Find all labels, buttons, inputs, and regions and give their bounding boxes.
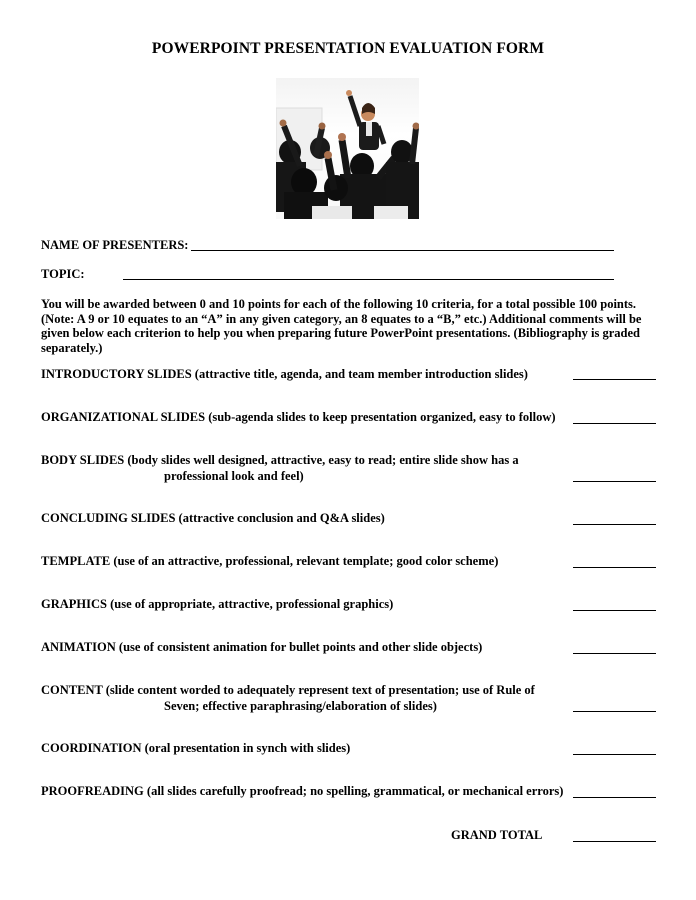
- criterion-description-cont: professional look and feel): [164, 468, 304, 483]
- grand-total-label: GRAND TOTAL: [451, 828, 543, 842]
- score-field-animation[interactable]: [573, 653, 656, 654]
- criterion-name: BODY SLIDES: [41, 453, 125, 467]
- criterion-name: GRAPHICS: [41, 597, 107, 611]
- criterion-description: (use of consistent animation for bullet points and other slide objects): [115, 640, 483, 654]
- criterion-template: [41, 554, 571, 570]
- criterion-name: COORDINATION: [41, 741, 142, 755]
- criterion-description: (all slides carefully proofread; no spelling, grammatical, or mechanical errors): [143, 784, 564, 798]
- criterion-name: TEMPLATE: [41, 554, 111, 568]
- score-field-introductory-slides[interactable]: [573, 379, 656, 380]
- score-field-graphics[interactable]: [573, 610, 656, 611]
- presenters-label: NAME OF PRESENTERS:: [41, 238, 189, 252]
- criterion-animation: [41, 640, 571, 656]
- criterion-description: (sub-agenda slides to keep presentation organized, easy to follow): [205, 410, 556, 424]
- criterion-name: INTRODUCTORY SLIDES: [41, 367, 192, 381]
- criterion-description: (use of an attractive, professional, relevant template; good color scheme): [110, 554, 499, 568]
- score-field-content[interactable]: [573, 711, 656, 712]
- instructions-text: You will be awarded between 0 and 10 points for each of the following 10 criteria, for a total possible 100 points. (Note: A 9 or 10 equates to an “A” in any given category, an 8 equates to a “B,” etc.) Additional comments will be given below each criterion to help you when preparing future PowerPoint presentations. (Bibliography is graded separately.): [41, 297, 642, 355]
- criterion-description: (use of appropriate, attractive, professional graphics): [106, 597, 394, 611]
- score-field-template[interactable]: [573, 567, 656, 568]
- criterion-name: PROOFREADING: [41, 784, 144, 798]
- criterion-name: ORGANIZATIONAL SLIDES: [41, 410, 206, 424]
- criterion-description: (slide content worded to adequately represent text of presentation; use of Rule of: [102, 683, 535, 697]
- page-title: POWERPOINT PRESENTATION EVALUATION FORM: [151, 40, 545, 57]
- criterion-organizational-slides: [41, 410, 571, 426]
- topic-field[interactable]: [123, 279, 614, 280]
- criterion-coordination: [41, 741, 571, 757]
- audience-cheering-presenter-photo: [276, 78, 419, 219]
- criterion-description-cont: Seven; effective paraphrasing/elaboration of slides): [164, 698, 437, 713]
- topic-label: TOPIC:: [41, 267, 85, 281]
- score-field-organizational-slides[interactable]: [573, 423, 656, 424]
- score-field-proofreading[interactable]: [573, 797, 656, 798]
- criterion-name: CONTENT: [41, 683, 103, 697]
- criterion-name: ANIMATION: [41, 640, 116, 654]
- criterion-description: (oral presentation in synch with slides): [141, 741, 351, 755]
- criterion-body-slides: [41, 453, 571, 484]
- criterion-description: (attractive conclusion and Q&A slides): [175, 511, 385, 525]
- score-field-concluding-slides[interactable]: [573, 524, 656, 525]
- criterion-concluding-slides: [41, 511, 571, 527]
- criterion-description: (body slides well designed, attractive, easy to read; entire slide show has a: [124, 453, 519, 467]
- grand-total-field[interactable]: [573, 841, 656, 842]
- criterion-proofreading: [41, 784, 581, 800]
- presenters-field[interactable]: [191, 250, 614, 251]
- criterion-name: CONCLUDING SLIDES: [41, 511, 176, 525]
- score-field-body-slides[interactable]: [573, 481, 656, 482]
- criterion-description: (attractive title, agenda, and team member introduction slides): [191, 367, 528, 381]
- criterion-graphics: [41, 597, 571, 613]
- criterion-introductory-slides: [41, 367, 571, 383]
- criterion-content: [41, 683, 571, 714]
- score-field-coordination[interactable]: [573, 754, 656, 755]
